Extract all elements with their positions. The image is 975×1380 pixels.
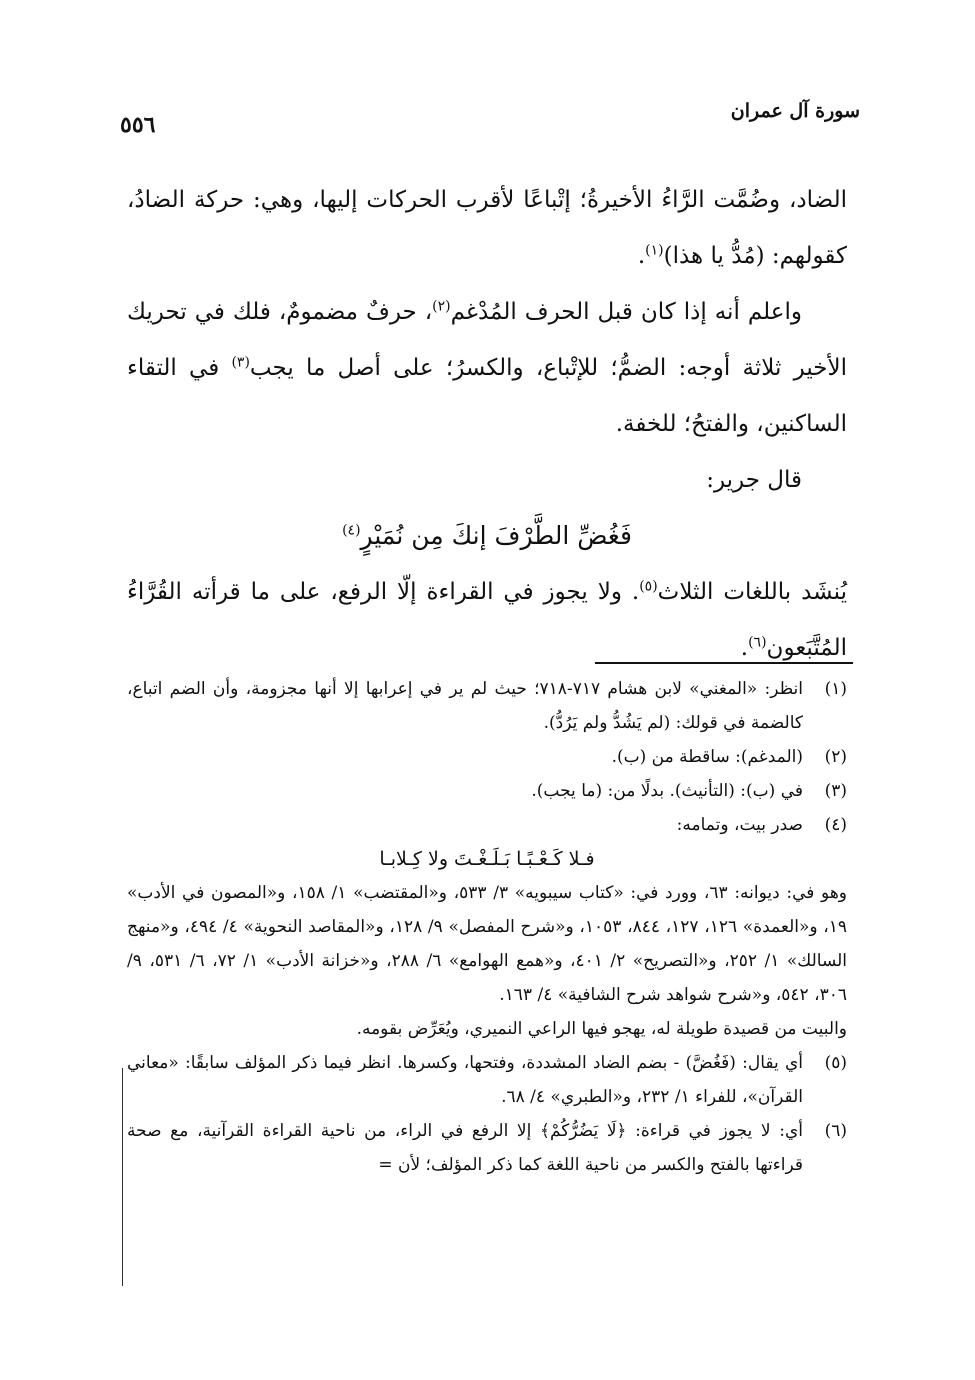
- footnote-text: في (ب): (التأنيث). بدلًا من: (ما يجب).: [531, 781, 803, 801]
- footnote-number: (٤): [824, 815, 847, 835]
- scan-margin-line: [122, 1068, 123, 1286]
- main-text: [127, 172, 847, 676]
- footnote-ref-2: (٢): [432, 298, 451, 315]
- footnote-4-verse: فـلا كَـعْـبًـا بَـلَـغْـتَ ولا كِـلابـا: [379, 848, 595, 870]
- footnote-ref-6: (٦): [748, 634, 767, 651]
- paragraph-3-text-b: . ولا يجوز في القراءة إلّا الرفع، على ما قرأته القُرَّاءُ المُتَّبَعون: [127, 579, 847, 661]
- footnote-4-note: والبيت من قصيدة طويلة له، يهجو فيها الراعي النميري، ويُعَرِّض بقومه.: [356, 1019, 847, 1039]
- paragraph-3-end: .: [740, 635, 749, 661]
- footnote-number: (١): [824, 679, 847, 699]
- footnote-text: أي: لا يجوز في قراءة: ﴿لَا يَضُرُّكُمْ﴾ إلا الرفع في الراء، من ناحية القراءة القرآنية، مع صحة قراءتها بالفتح والكسر من ناحية اللغة كما ذكر المؤلف؛ لأن =: [127, 1121, 803, 1175]
- paragraph-2-text-b: ، حرفٌ مضمومٌ، فلك في تحريك الأخير ثلاثة أوجه: الضمُّ؛ للإتْباع، والكسرُ؛ على أصل ما يجب: [127, 299, 847, 381]
- footnote-separator: [595, 662, 853, 664]
- footnote-2: [127, 740, 847, 774]
- footnote-number: (٦): [824, 1121, 847, 1141]
- page-header: [120, 100, 860, 140]
- paragraph-2-text-c: في التقاء الساكنين، والفتحُ؛ للخفة.: [127, 355, 847, 437]
- paragraph-1-end: .: [637, 243, 646, 269]
- footnotes: [127, 672, 847, 1182]
- paragraph-2-text-a: واعلم أنه إذا كان قبل الحرف المُدْغم: [450, 299, 802, 325]
- footnote-text: انظر: «المغني» لابن هشام ٧١٧-٧١٨؛ حيث لم ير في إعرابها إلا أنها مجزومة، وأن الضم اتباع، كالضمة في قولك: (لم يَشُدُّ ولم يَرُدُّ).: [127, 679, 803, 733]
- paragraph-3-text-a: يُنشَد باللغات الثلاث: [657, 579, 847, 605]
- footnote-ref-5: (٥): [639, 578, 658, 595]
- footnote-ref-3: (٣): [231, 354, 250, 371]
- poetry-verse: [127, 508, 847, 564]
- paragraph-1: [127, 172, 847, 284]
- footnote-text: أي يقال: (فَغُضَّ) - بضم الضاد المشددة، وفتحها، وكسرها. انظر فيما ذكر المؤلف سابقًا: «معاني القرآن»، للفراء ١/ ٢٣٢، و«الطبري» ٤/ ٦٨.: [127, 1053, 803, 1107]
- footnote-text: صدر بيت، وتمامه:: [676, 815, 803, 835]
- page-number: ٥٥٦: [120, 112, 156, 138]
- footnote-number: (٥): [824, 1053, 847, 1073]
- running-title: سورة آل عمران: [730, 100, 860, 122]
- footnote-5: [127, 1046, 847, 1114]
- footnote-ref-1: (١): [645, 242, 664, 259]
- paragraph-1-text: الضاد، وضُمَّت الرَّاءُ الأخيرةُ؛ إتْباعًا لأقرب الحركات إليها، وهي: حركة الضادُ، كقولهم: (مُدُّ يا هذا): [127, 187, 847, 269]
- verse-intro: قال جرير:: [706, 467, 802, 493]
- footnote-1: [127, 672, 847, 740]
- footnote-number: (٣): [824, 781, 847, 801]
- footnote-6: [127, 1114, 847, 1182]
- poetry-verse-text: فَغُضِّ الطَّرْفَ إنكَ مِن نُمَيْرٍ: [360, 521, 632, 550]
- footnote-text: (المدغم): ساقطة من (ب).: [611, 747, 803, 767]
- paragraph-3: [127, 564, 847, 676]
- footnote-number: (٢): [824, 747, 847, 767]
- footnote-4-sources: وهو في: ديوانه: ٦٣، وورد في: «كتاب سيبويه» ٣/ ٥٣٣، و«المقتضب» ١/ ١٥٨، و«المصون في الأدب» ١٩، و«العمدة» ١٢٦، ١٢٧، ٨٤٤، ١٠٥٣، و«شرح المفصل» ٩/ ١٢٨، و«المقاصد النحوية» ٤/ ٤٩٤، و«منهج السالك» ١/ ٢٥٢، و«التصريح» ٢/ ٤٠١، و«همع الهوامع» ٦/ ٢٨٨، و«خزانة الأدب» ١/ ٧٢، ٦/ ٥٣١، ٩/ ٣٠٦، ٥٤٢، و«شرح شواهد شرح الشافية» ٤/ ١٦٣.: [127, 883, 848, 1005]
- footnote-3: [127, 774, 847, 808]
- footnote-ref-4: (٤): [342, 522, 361, 539]
- footnote-4: [127, 808, 847, 842]
- paragraph-2: [127, 284, 847, 452]
